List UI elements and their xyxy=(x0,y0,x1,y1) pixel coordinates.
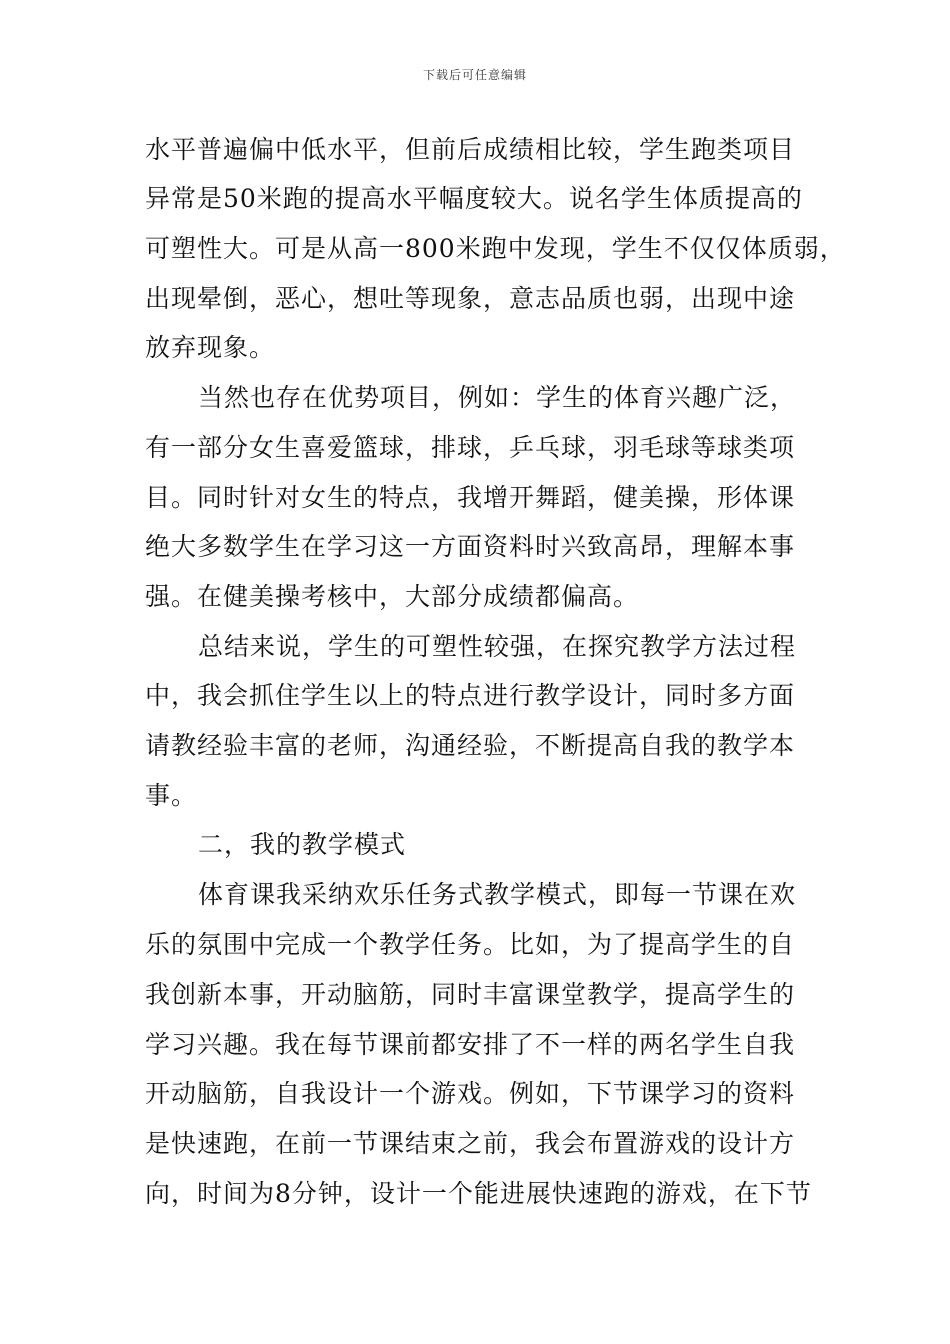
text-line: 强。在健美操考核中，大部分成绩都偏高。 xyxy=(145,582,640,611)
text-line: 学习兴趣。我在每节课前都安排了不一样的两名学生自我 xyxy=(145,1030,796,1059)
text-line: 我创新本事，开动脑筋，同时丰富课堂教学，提高学生的 xyxy=(145,980,796,1009)
text-line: 目。同时针对女生的特点，我增开舞蹈，健美操，形体课 xyxy=(145,483,796,512)
text-line: 向，时间为8分钟，设计一个能进展快速跑的游戏，在下节 xyxy=(145,1179,812,1208)
text-line: 有一部分女生喜爱篮球，排球，乒乓球，羽毛球等球类项 xyxy=(145,433,796,462)
text-line: 乐的氛围中完成一个教学任务。比如，为了提高学生的自 xyxy=(145,930,796,959)
text-line: 异常是50米跑的提高水平幅度较大。说名学生体质提高的 xyxy=(145,184,803,213)
text-line: 水平普遍偏中低水平，但前后成绩相比较，学生跑类项目 xyxy=(145,135,796,164)
text-line: 当然也存在优势项目，例如：学生的体育兴趣广泛， xyxy=(198,383,797,412)
text-line: 事。 xyxy=(145,781,198,810)
page-header-note: 下载后可任意编辑 xyxy=(422,68,527,82)
section-heading: 二，我的教学模式 xyxy=(198,830,407,859)
text-line: 是快速跑，在前一节课结束之前，我会布置游戏的设计方 xyxy=(145,1129,796,1158)
text-line: 请教经验丰富的老师，沟通经验，不断提高自我的教学本 xyxy=(145,731,796,760)
text-line: 开动脑筋，自我设计一个游戏。例如，下节课学习的资料 xyxy=(145,1079,796,1108)
text-line: 总结来说，学生的可塑性较强，在探究教学方法过程 xyxy=(198,632,797,661)
text-line: 出现晕倒，恶心，想吐等现象，意志品质也弱，出现中途 xyxy=(145,284,796,313)
text-line: 可塑性大。可是从高一800米跑中发现，学生不仅仅体质弱， xyxy=(145,234,846,263)
text-line: 中，我会抓住学生以上的特点进行教学设计，同时多方面 xyxy=(145,681,796,710)
text-line: 体育课我采纳欢乐任务式教学模式，即每一节课在欢 xyxy=(198,880,797,909)
text-line: 放弃现象。 xyxy=(145,333,276,362)
text-line: 绝大多数学生在学习这一方面资料时兴致高昂，理解本事 xyxy=(145,532,796,561)
